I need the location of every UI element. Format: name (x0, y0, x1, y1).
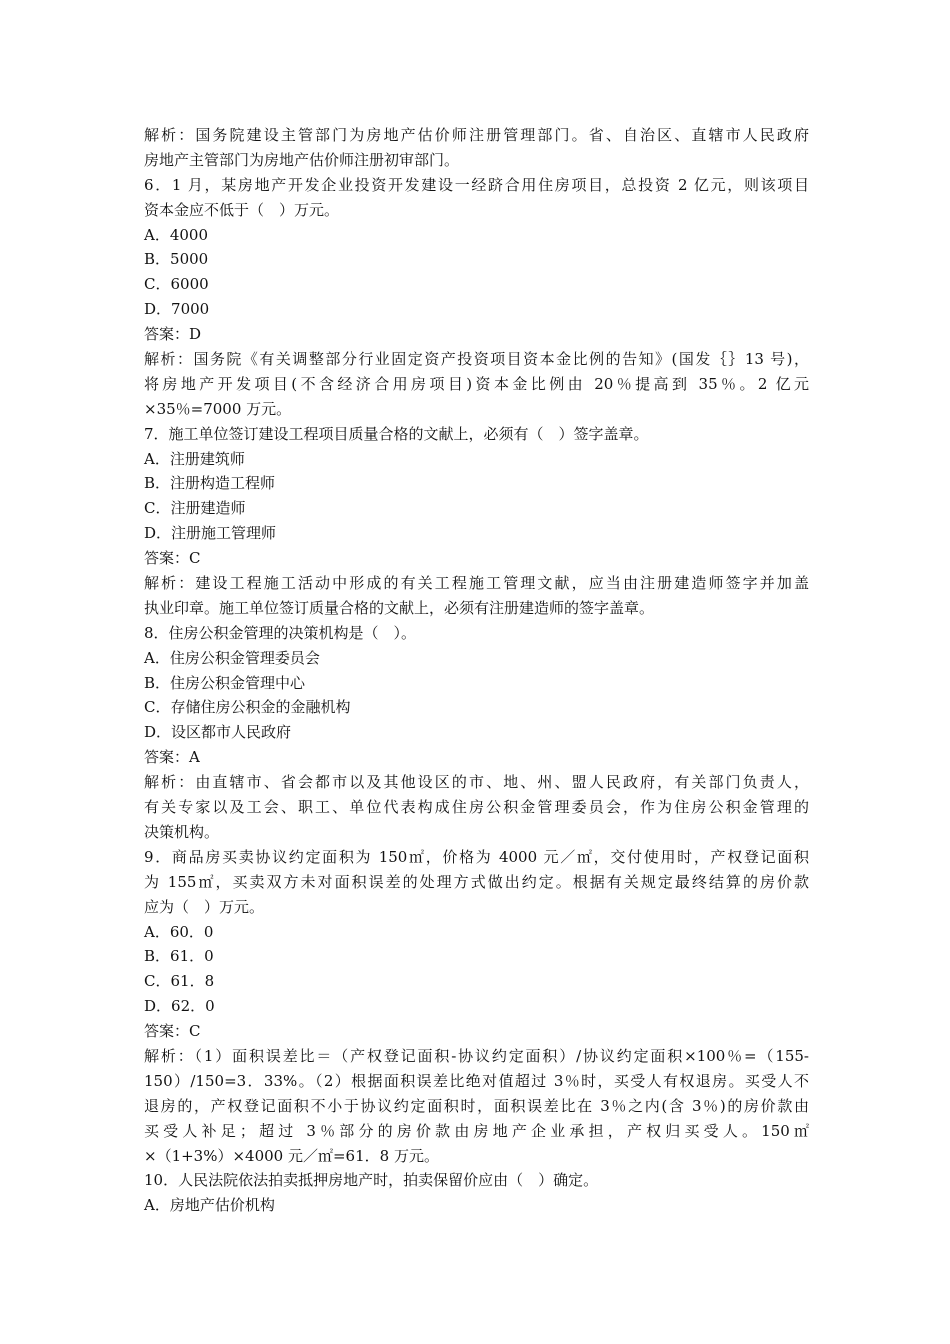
explanation: 解析：国务院《有关调整部分行业固定资产投资项目资本金比例的告知》(国发｛｝13 号)， (144, 350, 809, 369)
explanation: 有关专家以及工会、职工、单位代表构成住房公积金管理委员会，作为住房公积金管理的 (144, 798, 809, 817)
question-10-stem: 10．人民法院依法拍卖抵押房地产时，拍卖保留价应由（ ）确定。 (144, 1171, 599, 1190)
question-6-stem: 6．1 月，某房地产开发企业投资开发建设一经跻合用住房项目，总投资 2 亿元，则该项目 (144, 175, 809, 194)
explanation: ×（1+3%）×4000 元／㎡=61．8 万元。 (144, 1146, 439, 1165)
document-page (144, 123, 809, 1218)
answer: 答案：A (144, 748, 200, 767)
question-9-stem: 为 155㎡，买卖双方未对面积误差的处理方式做出约定。根据有关规定最终结算的房价款 (144, 872, 809, 891)
explanation: 买受人补足；超过 3％部分的房价款由房地产企业承担，产权归买受人。150㎡ (144, 1121, 809, 1140)
explanation: ×35％=7000 万元。 (144, 399, 292, 418)
option-c: C．存储住房公积金的金融机构 (144, 698, 351, 717)
option-d: D．7000 (144, 300, 210, 319)
option-d: D．注册施工管理师 (144, 524, 277, 543)
option-c: C．6000 (144, 275, 209, 294)
explanation: 将房地产开发项目(不含经济合用房项目)资本金比例由 20％提高到 35％。2 亿元 (144, 374, 809, 393)
question-8-stem: 8．住房公积金管理的决策机构是（ ）。 (144, 623, 417, 642)
explanation: 退房的，产权登记面积不小于协议约定面积时，面积误差比在 3％之内(含 3％)的房价款由 (144, 1096, 809, 1115)
text-line: 解析：国务院建设主管部门为房地产估价师注册管理部门。省、自治区、直辖市人民政府 (144, 126, 809, 144)
option-a: A．60．0 (144, 922, 214, 941)
answer: 答案：C (144, 1022, 201, 1041)
explanation: 执业印章。施工单位签订质量合格的文献上，必须有注册建造师的签字盖章。 (144, 598, 655, 617)
option-b: B．注册构造工程师 (144, 474, 276, 493)
option-c: C．61．8 (144, 972, 215, 991)
explanation: 解析：建设工程施工活动中形成的有关工程施工管理文献，应当由注册建造师签字并加盖 (144, 574, 809, 593)
option-a: A．注册建筑师 (144, 449, 245, 468)
question-6-stem: 资本金应不低于（ ）万元。 (144, 200, 340, 219)
option-c: C．注册建造师 (144, 499, 246, 518)
answer: 答案：C (144, 549, 201, 568)
option-d: D．62．0 (144, 997, 215, 1016)
option-a: A．4000 (144, 225, 209, 244)
option-a: A．住房公积金管理委员会 (144, 648, 320, 667)
explanation: 解析：（1）面积误差比＝（产权登记面积-协议约定面积）/协议约定面积×100％=（155- (144, 1046, 809, 1065)
option-b: B．61．0 (144, 947, 214, 966)
explanation: 150）/150=3．33%。（2）根据面积误差比绝对值超过 3％时，买受人有权退房。买受人不 (144, 1071, 809, 1090)
explanation: 决策机构。 (144, 822, 220, 841)
option-b: B．住房公积金管理中心 (144, 673, 306, 692)
option-b: B．5000 (144, 250, 209, 269)
option-d: D．设区都市人民政府 (144, 723, 292, 742)
explanation: 解析：由直辖市、省会都市以及其他设区的市、地、州、盟人民政府，有关部门负责人， (144, 773, 809, 792)
question-7-stem: 7．施工单位签订建设工程项目质量合格的文献上，必须有（ ）签字盖章。 (144, 424, 649, 443)
text-line: 房地产主管部门为房地产估价师注册初审部门。 (144, 150, 460, 169)
question-9-stem: 9．商品房买卖协议约定面积为 150㎡，价格为 4000 元／㎡，交付使用时，产权登记面积 (144, 847, 809, 866)
question-9-stem: 应为（ ）万元。 (144, 897, 265, 916)
option-a: A．房地产估价机构 (144, 1196, 275, 1215)
answer: 答案：D (144, 325, 202, 344)
